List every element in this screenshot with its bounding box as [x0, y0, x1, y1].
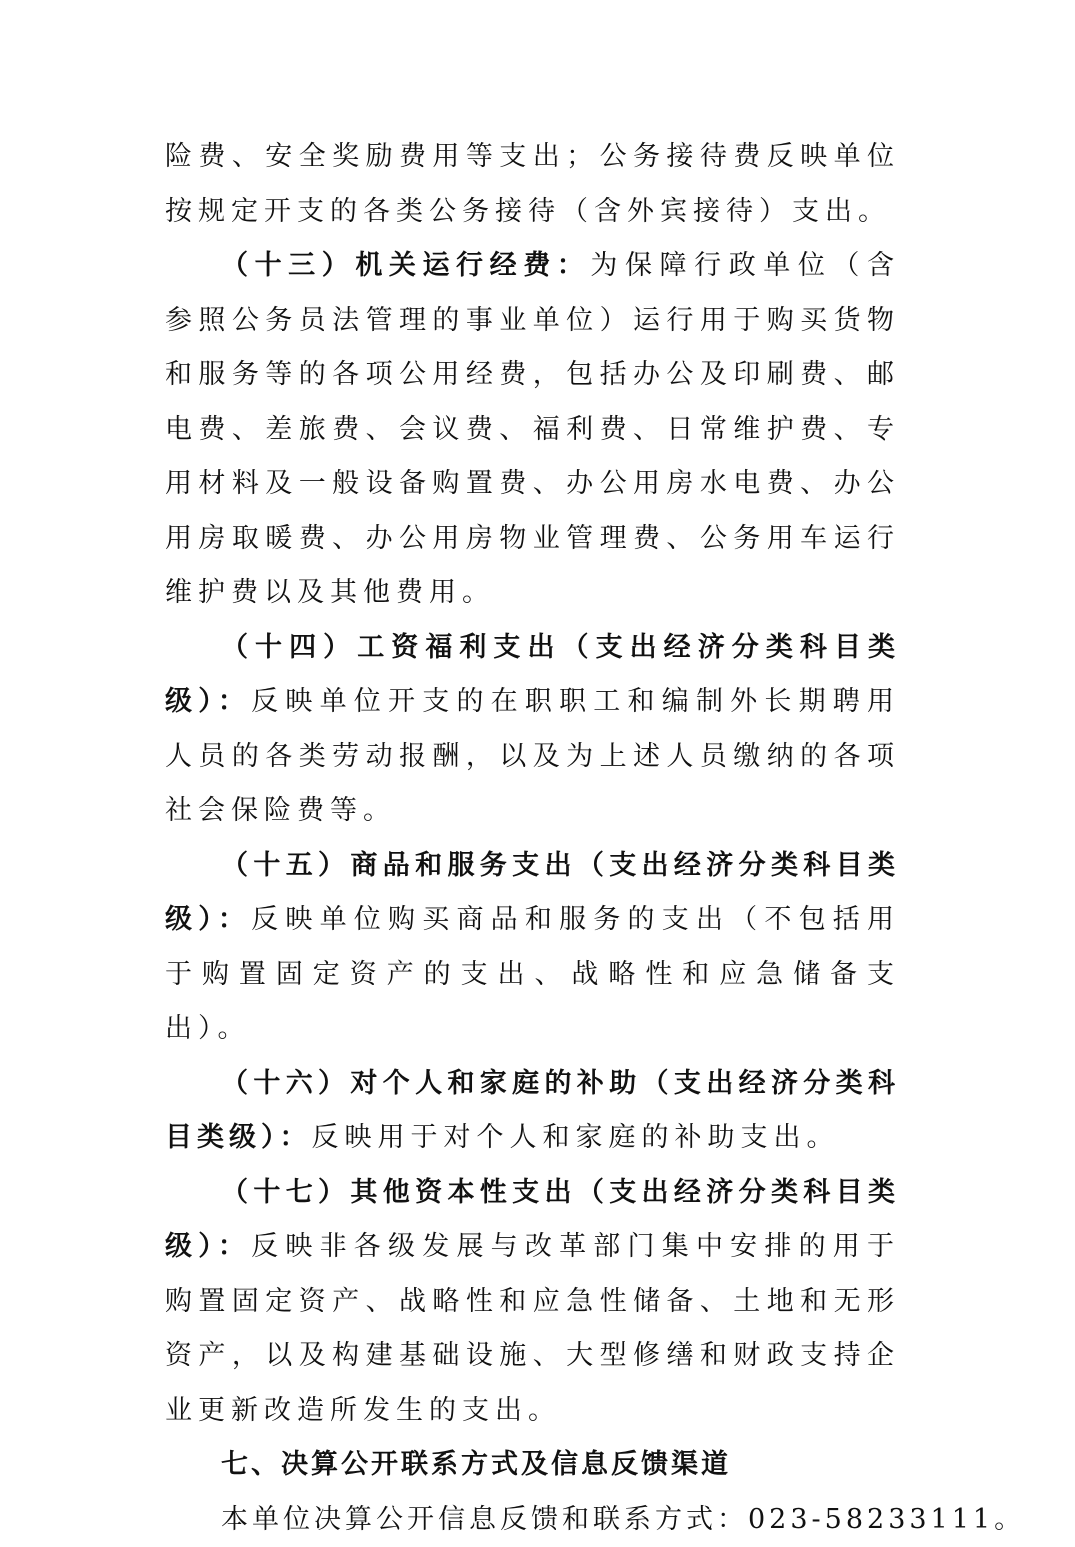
paragraph-heading: （十六）对个人和家庭的补助（支出经济分类科目类级）：: [165, 1068, 900, 1154]
paragraph-item-14: [165, 621, 900, 839]
document-page: [165, 130, 900, 1547]
paragraph-text: 反映非各级发展与改革部门集中安排的用于购置固定资产、战略性和应急性储备、土地和无形资产，以及构建基础设施、大型修缮和财政支持企业更新改造所发生的支出。: [165, 1231, 900, 1426]
paragraph-heading: （十七）其他资本性支出（支出经济分类科目类级）：: [165, 1177, 900, 1263]
paragraph-item-15: [165, 839, 900, 1057]
contact-info: 本单位决算公开信息反馈和联系方式：023-58233111。: [165, 1493, 900, 1547]
paragraph-text: 反映单位开支的在职职工和编制外长期聘用人员的各类劳动报酬，以及为上述人员缴纳的各项社会保险费等。: [165, 686, 900, 826]
paragraph-item-16: [165, 1057, 900, 1166]
paragraph-text: 反映单位购买商品和服务的支出（不包括用于购置固定资产的支出、战略性和应急储备支出）。: [165, 904, 900, 1044]
paragraph-item-13: [165, 239, 900, 621]
paragraph-heading: （十四）工资福利支出（支出经济分类科目类级）：: [165, 632, 900, 718]
paragraph-item-17: [165, 1166, 900, 1439]
paragraph-text: 险费、安全奖励费用等支出；公务接待费反映单位按规定开支的各类公务接待（含外宾接待）支出。: [165, 141, 900, 227]
paragraph-text: 反映用于对个人和家庭的补助支出。: [312, 1122, 840, 1153]
paragraph-text: 为保障行政单位（含参照公务员法管理的事业单位）运行用于购买货物和服务等的各项公用经费，包括办公及印刷费、邮电费、差旅费、会议费、福利费、日常维护费、专用材料及一般设备购置费、办公用房水电费、办公用房取暖费、办公用房物业管理费、公务用车运行维护费以及其他费用。: [165, 250, 900, 608]
section-heading-7: 七、决算公开联系方式及信息反馈渠道: [165, 1438, 900, 1493]
paragraph-continuation: [165, 130, 900, 239]
paragraph-heading: （十三）机关运行经费：: [221, 250, 590, 281]
paragraph-heading: （十五）商品和服务支出（支出经济分类科目类级）：: [165, 850, 900, 936]
